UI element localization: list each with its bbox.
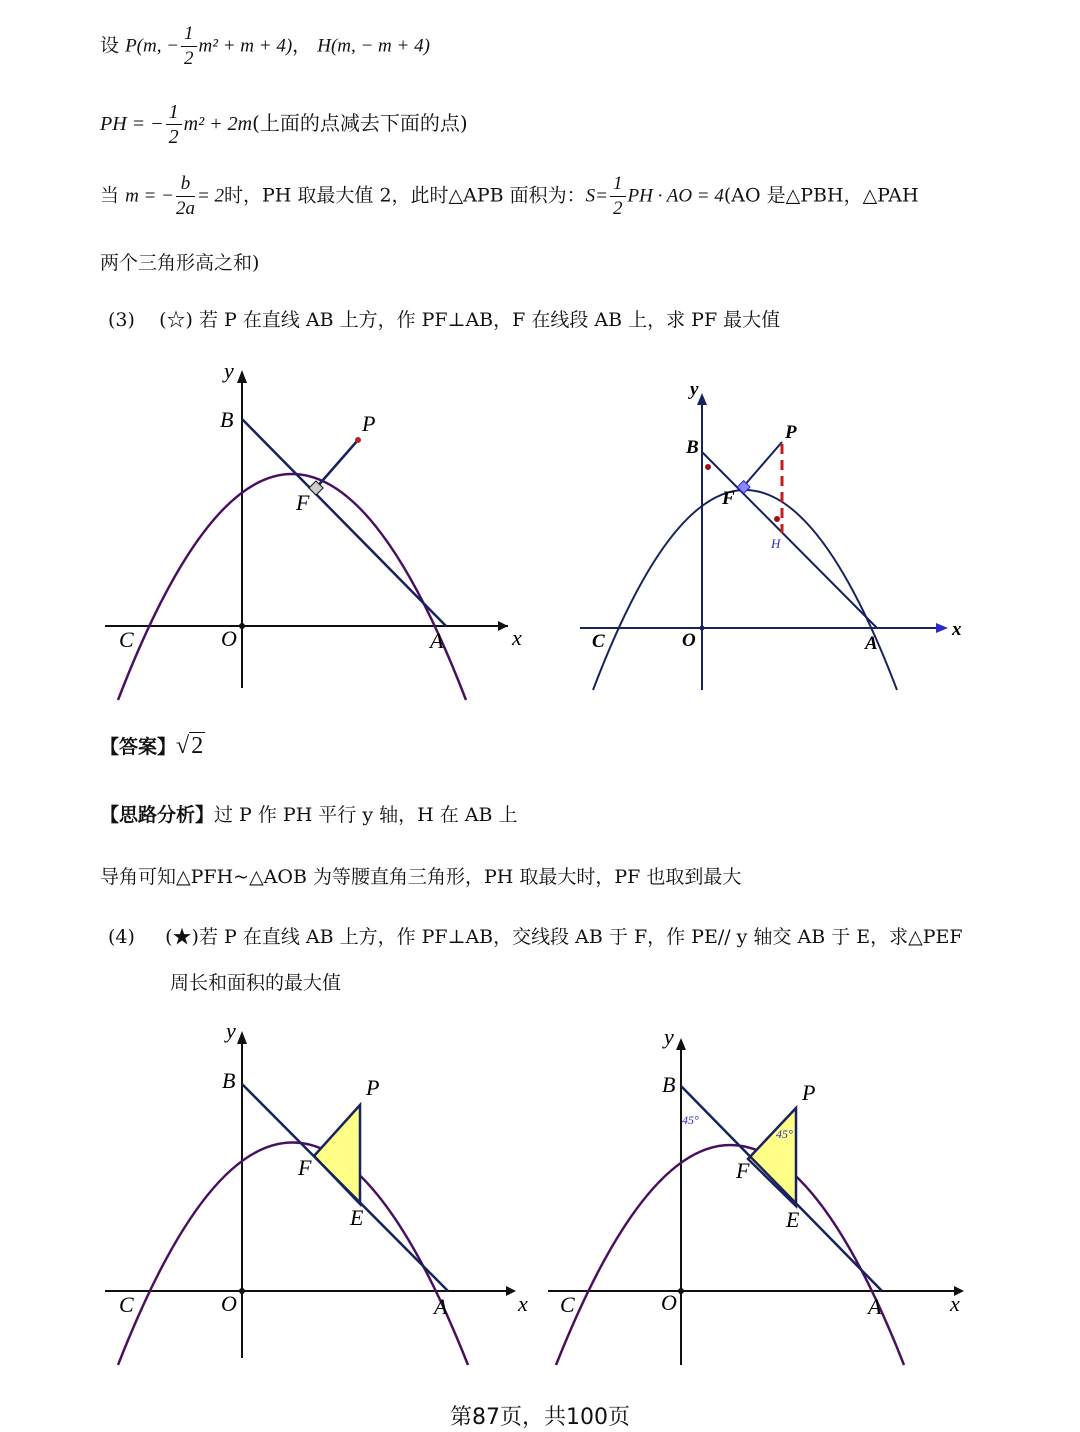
- text-she: 设: [100, 34, 120, 57]
- fig1-label-b: B: [220, 407, 234, 432]
- fig3-x-arrow: [506, 1286, 516, 1296]
- fig3-label-o: O: [221, 1291, 237, 1316]
- fig4-line-ab: [681, 1086, 882, 1291]
- fig3-label-a: A: [434, 1294, 448, 1319]
- line-1: 设 P(m, − $\frac{1}{2}$ m² + m + 4)， H(m, − m + 4): [100, 23, 430, 69]
- line-2: PH = − $\frac{1}{2}$ m² + 2m(上面的点减去下面的点): [100, 101, 468, 148]
- fig3-point-o: [239, 1288, 245, 1294]
- fig4-triangle-pef: [748, 1108, 796, 1206]
- fig3-y-arrow: [237, 1031, 247, 1044]
- fig2-label-o: O: [682, 630, 696, 651]
- fraction: $\frac{b}{2a}$: [175, 173, 195, 219]
- fig2-label-h: H: [771, 536, 781, 551]
- fig2-parabola: [593, 490, 897, 690]
- figure-3: [0, 1020, 540, 1380]
- fig3-parabola: [118, 1143, 468, 1366]
- fig2-dot-b: [705, 464, 711, 470]
- fig3-label-p: P: [366, 1075, 380, 1100]
- fig4-label-p: P: [802, 1080, 816, 1105]
- fraction: $\frac{1}{2}$: [181, 22, 197, 71]
- fig1-point-p: [355, 437, 361, 443]
- fig1-label-c: C: [119, 627, 134, 652]
- fig3-label-x: x: [518, 1291, 528, 1316]
- fig3-label-y: y: [226, 1018, 236, 1043]
- fig2-y-arrow: [697, 393, 707, 405]
- figure-1: [0, 355, 540, 705]
- fig4-label-o: O: [661, 1290, 677, 1315]
- question-4-line-2: 周长和面积的最大值: [170, 972, 342, 994]
- fig1-label-a: A: [430, 628, 444, 653]
- fig1-parabola: [118, 474, 466, 700]
- fig4-label-f: F: [736, 1158, 750, 1183]
- fig2-label-p: P: [785, 422, 797, 443]
- figure-4: [540, 1020, 1080, 1380]
- fig4-parabola: [556, 1145, 904, 1365]
- point-h-coords: H(m, − m + 4): [317, 35, 430, 57]
- fig2-segment-pf: [743, 442, 782, 487]
- fig2-label-c: C: [592, 631, 605, 652]
- fig1-label-o: O: [221, 626, 237, 651]
- fig1-segment-pf: [316, 440, 358, 488]
- fig2-label-a: A: [865, 633, 878, 654]
- fig4-label-angle-b: 45°: [682, 1113, 699, 1127]
- answer: [100, 732, 205, 760]
- fig2-x-arrow: [936, 623, 948, 633]
- analysis-line-2: 导角可知△PFH~△AOB 为等腰直角三角形，PH 取最大时，PF 也取到最大: [100, 866, 742, 888]
- fig1-label-y: y: [224, 358, 234, 383]
- line-3: 当 m = − $\frac{b}{2a}$ = 2时，PH 取最大值 2，此时△APB 面积为：S= $\frac{1}{2}$ PH · AO = 4(AO 是△PBH，△PAH: [100, 173, 919, 219]
- fig2-label-y: y: [690, 379, 699, 400]
- fig1-point-o: [239, 623, 245, 629]
- question-4: (4) (★)若 P 在直线 AB 上方，作 PF⊥AB，交线段 AB 于 F，作 PE// y 轴交 AB 于 E，求△PEF: [108, 926, 963, 948]
- fig2-label-x: x: [952, 619, 962, 640]
- fig3-label-f: F: [298, 1155, 312, 1180]
- fig4-point-o: [678, 1288, 684, 1294]
- point-p-coords-start: P(m, −: [125, 35, 180, 57]
- fig1-label-f: F: [296, 490, 310, 515]
- fraction: $\frac{1}{2}$: [610, 172, 626, 221]
- fig3-label-b: B: [222, 1068, 236, 1093]
- fig4-label-b: B: [662, 1072, 676, 1097]
- page-footer: 第87页，共100页: [450, 1405, 630, 1430]
- fig4-label-a: A: [868, 1294, 882, 1319]
- fig4-y-arrow: [676, 1038, 686, 1050]
- fig4-label-x: x: [950, 1291, 960, 1316]
- fraction: $\frac{1}{2}$: [166, 100, 182, 149]
- answer-sqrt: √2: [176, 733, 204, 759]
- fig3-line-ab: [242, 1084, 448, 1291]
- analysis: 【思路分析】过 P 作 PH 平行 y 轴，H 在 AB 上: [100, 804, 518, 826]
- fig2-dot-h: [774, 516, 780, 522]
- fig3-label-e: E: [350, 1205, 364, 1230]
- fig4-label-y: y: [664, 1024, 674, 1049]
- answer-label: 【答案】: [100, 736, 177, 758]
- fig3-triangle-pef: [314, 1105, 360, 1204]
- fig1-label-p: P: [362, 411, 376, 436]
- fig1-label-x: x: [512, 625, 522, 650]
- fig2-label-f: F: [722, 488, 735, 509]
- fig1-axes: [105, 377, 508, 688]
- fig4-label-e: E: [786, 1207, 800, 1232]
- fig1-y-arrow: [237, 370, 247, 383]
- fig2-label-b: B: [686, 437, 699, 458]
- figure-2: [540, 355, 1080, 705]
- fig2-point-o: [700, 626, 705, 631]
- fig3-label-c: C: [119, 1292, 134, 1317]
- fig4-label-angle-p: 45°: [776, 1127, 793, 1141]
- point-p-coords-end: m² + m + 4): [198, 35, 293, 57]
- question-3: (3) (☆) 若 P 在直线 AB 上方，作 PF⊥AB，F 在线段 AB 上，求 PF 最大值: [108, 309, 781, 331]
- fig1-x-arrow: [498, 621, 508, 631]
- fig1-line-ab: [242, 419, 446, 626]
- fig2-line-ab: [702, 452, 877, 628]
- line-4: 两个三角形高之和): [100, 252, 260, 274]
- fig4-label-c: C: [560, 1292, 575, 1317]
